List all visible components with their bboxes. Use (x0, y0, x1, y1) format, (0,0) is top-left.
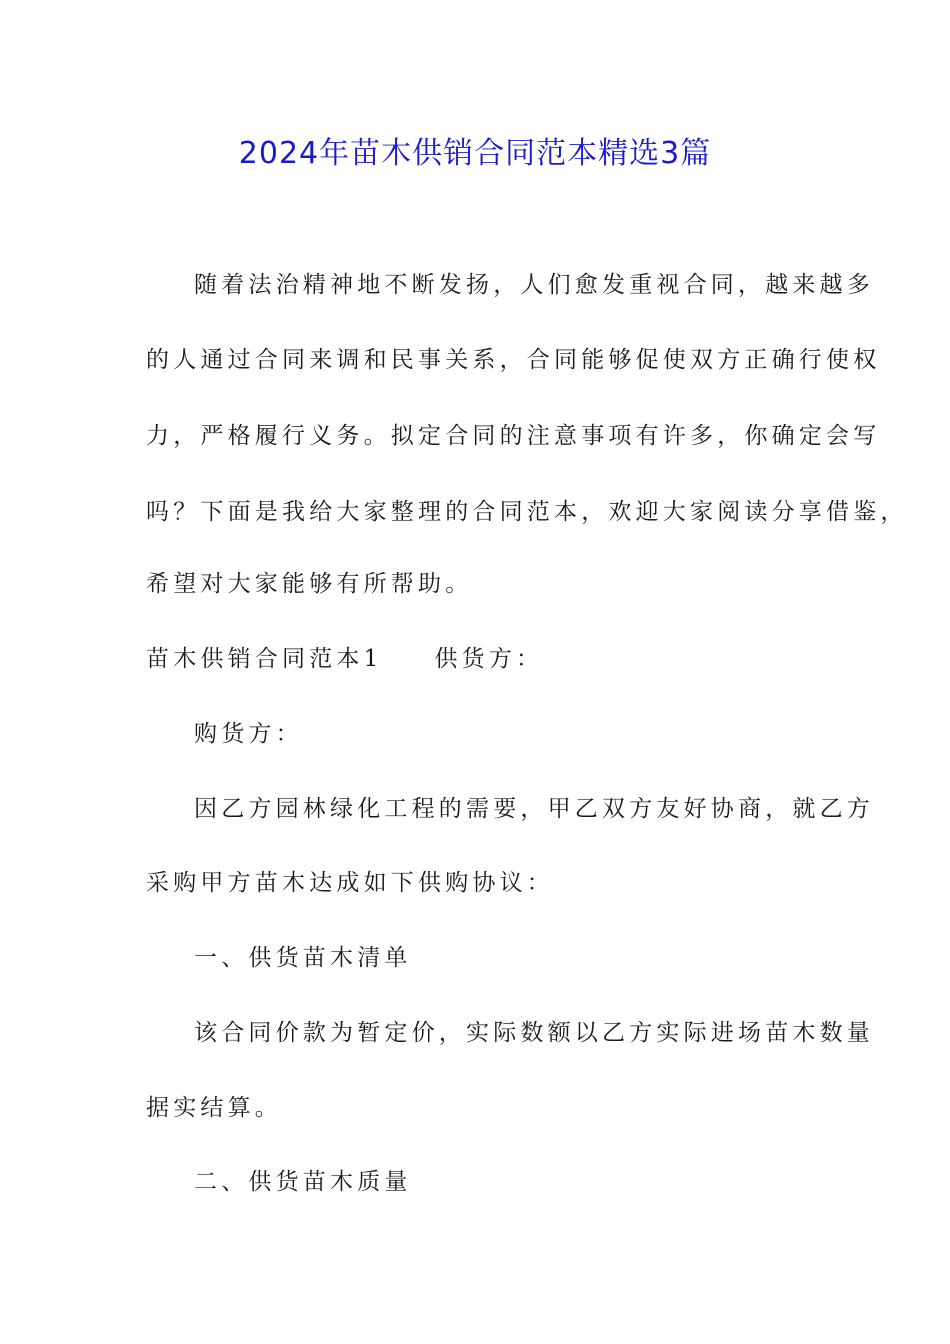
intro-line-3: 力，严格履行义务。拟定合同的注意事项有许多，你确定会写 (146, 423, 881, 449)
intro-line-4: 吗？下面是我给大家整理的合同范本，欢迎大家阅读分享借鉴， (146, 499, 908, 525)
section-2-title: 二、供货苗木质量 (194, 1169, 412, 1195)
contract-heading-row (146, 643, 826, 675)
supplier-label: 供货方： (434, 646, 544, 672)
intro-line-2: 的人通过合同来调和民事关系，合同能够促使双方正确行使权 (146, 347, 881, 373)
preamble-line-2: 采购甲方苗木达成如下供购协议： (146, 870, 554, 896)
section-1-body-line-1: 该合同价款为暂定价，实际数额以乙方实际进场苗木数量 (194, 1020, 874, 1046)
intro-line-5: 希望对大家能够有所帮助。 (146, 571, 473, 597)
preamble-line-1: 因乙方园林绿化工程的需要，甲乙双方友好协商，就乙方 (194, 796, 874, 822)
section-1-title: 一、供货苗木清单 (194, 945, 412, 971)
document-title: 2024年苗木供销合同范本精选3篇 (238, 136, 712, 171)
section-1-body-line-2: 据实结算。 (146, 1095, 282, 1121)
buyer-label: 购货方： (194, 721, 303, 747)
contract-heading: 苗木供销合同范本1 (146, 646, 383, 672)
intro-line-1: 随着法治精神地不断发扬，人们愈发重视合同，越来越多 (194, 272, 874, 298)
